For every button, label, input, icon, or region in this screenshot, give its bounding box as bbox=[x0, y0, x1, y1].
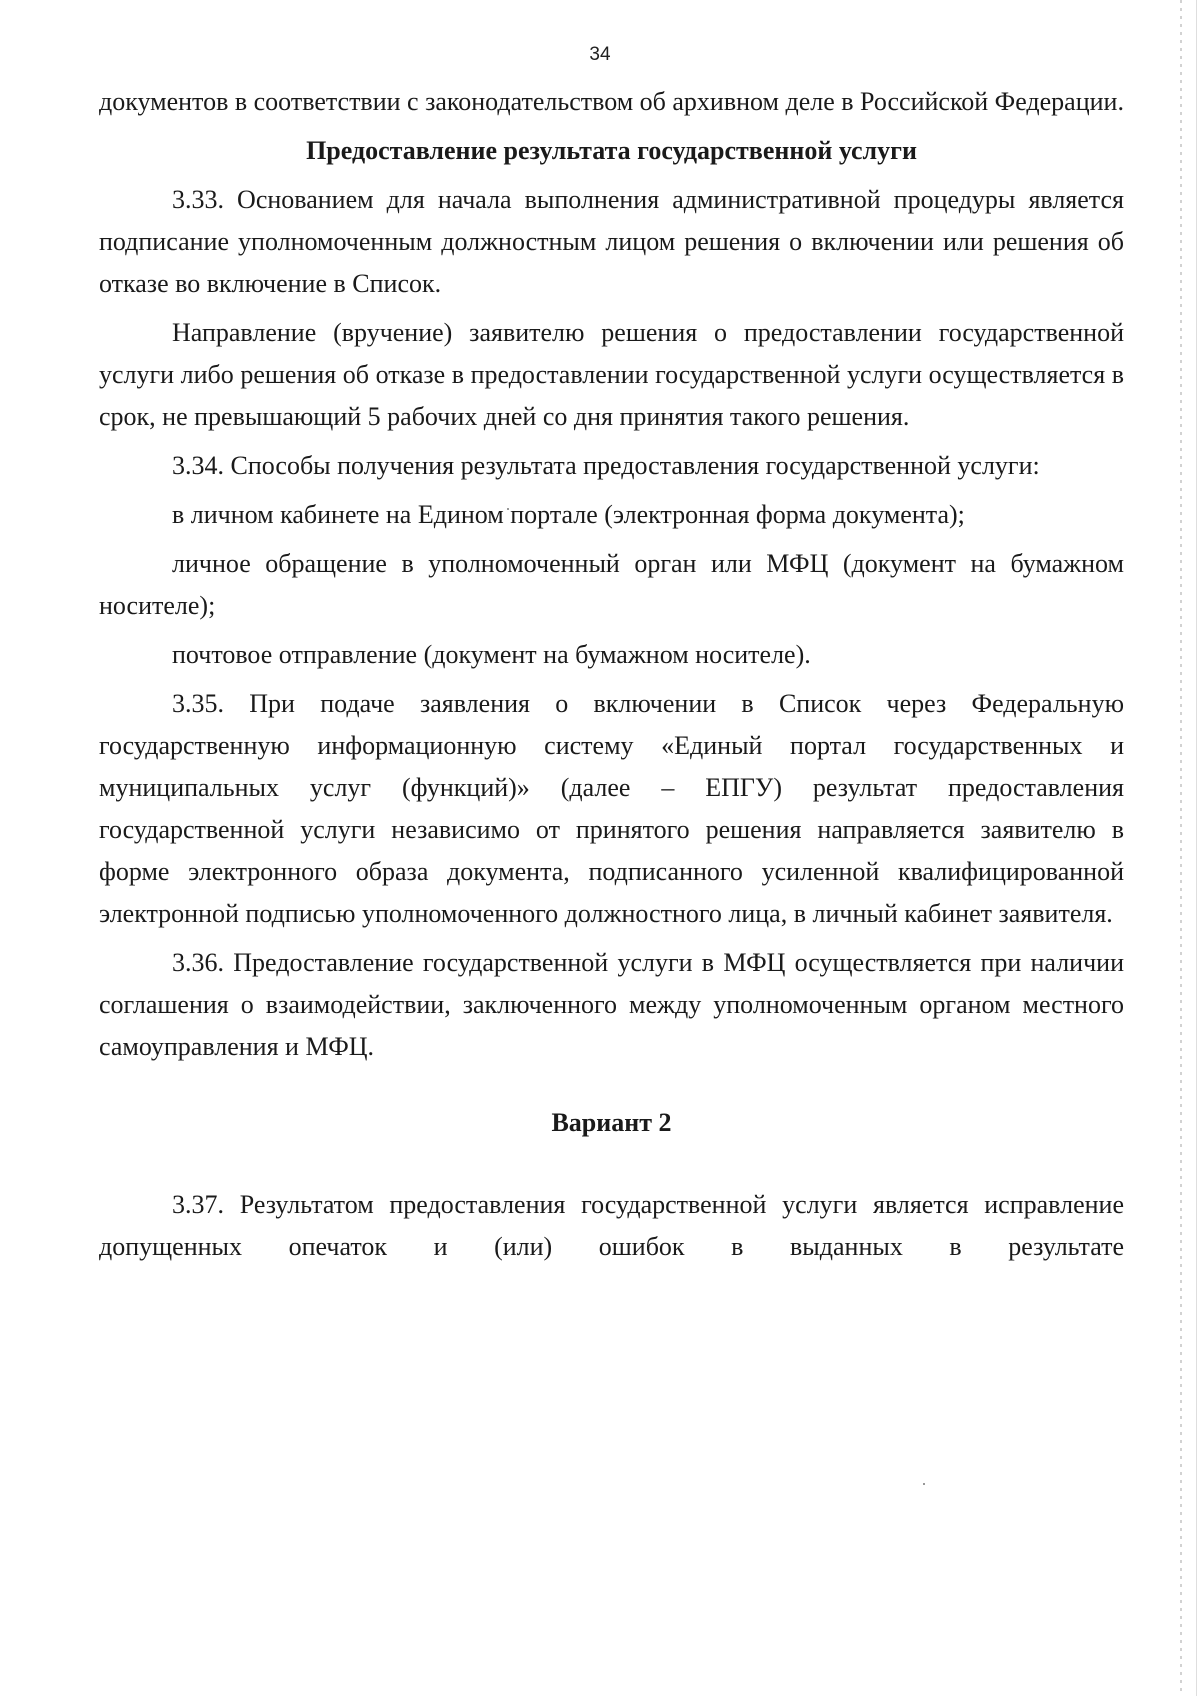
paragraph-3-34: 3.34. Способы получения результата предоставления государственной услуги: bbox=[172, 451, 1040, 480]
scan-edge-artifact bbox=[1180, 0, 1182, 1696]
paragraph-3-37: 3.37. Результатом предоставления государственной услуги является исправление допущенных опечаток и (или) ошибок в выданных в результате bbox=[99, 1190, 1124, 1261]
section-heading-result: Предоставление результата государственной услуги bbox=[306, 136, 917, 165]
section-heading-variant-2: Вариант 2 bbox=[551, 1108, 672, 1137]
paragraph-3-36: 3.36. Предоставление государственной услуги в МФЦ осуществляется при наличии соглашения о взаимодействии, заключенного между уполномоченным органом местного самоуправления и МФЦ. bbox=[99, 948, 1124, 1061]
list-item-postal: почтовое отправление (документ на бумажном носителе). bbox=[172, 640, 811, 669]
scan-edge-line bbox=[1196, 0, 1197, 1696]
paragraph-3-33: 3.33. Основанием для начала выполнения административной процедуры является подписание уполномоченным должностным лицом решения о включении или решения об отказе во включение в Список. bbox=[99, 185, 1124, 298]
paragraph-delivery: Направление (вручение) заявителю решения о предоставлении государственной услуги либо решения об отказе в предоставлении государственной услуги осуществляется в срок, не превышающий 5 рабочих дней со дня принятия такого решения. bbox=[99, 318, 1124, 431]
scan-speck bbox=[923, 1483, 925, 1485]
page-number: 34 bbox=[589, 44, 611, 65]
paragraph-archive: документов в соответствии с законодательством об архивном деле в Российской Федерации. bbox=[99, 87, 1124, 116]
list-item-personal-cabinet: в личном кабинете на Едином портале (электронная форма документа); bbox=[172, 500, 965, 529]
list-item-personal-visit: личное обращение в уполномоченный орган или МФЦ (документ на бумажном носителе); bbox=[99, 549, 1124, 620]
document-body bbox=[99, 81, 1124, 1268]
paragraph-3-35: 3.35. При подаче заявления о включении в Список через Федеральную государственную информационную систему «Единый портал государственных и муниципальных услуг (функций)» (далее – ЕПГУ) результат предоставления государственной услуги независимо от принятого решения направляется заявителю в форме электронного образа документа, подписанного усиленной квалифицированной электронной подписью уполномоченного должностного лица, в личный кабинет заявителя. bbox=[99, 689, 1124, 928]
